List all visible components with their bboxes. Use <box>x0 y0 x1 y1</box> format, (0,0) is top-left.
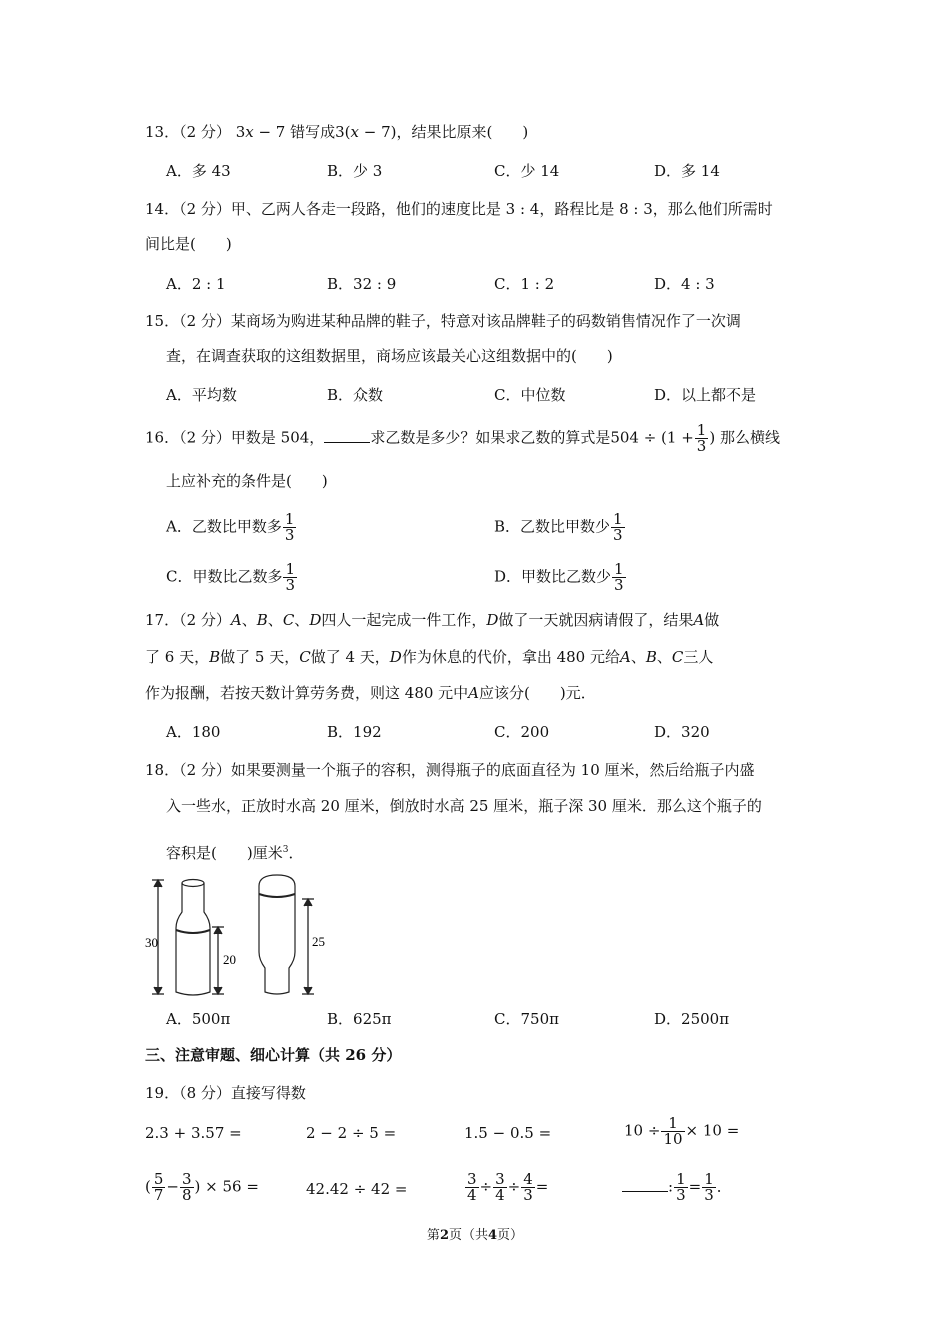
frac <box>521 1172 535 1203</box>
frac-den: 8 <box>181 1186 192 1204</box>
q17-var-a: A <box>620 648 631 666</box>
expr-part: ÷ <box>479 1177 493 1196</box>
q17-option-d: D．320 <box>654 723 710 741</box>
q16-option-a-text: A．乙数比甲数多 <box>166 517 282 536</box>
q17-var-a: A <box>693 611 705 629</box>
q16-option-c-text: C．甲数比乙数多 <box>166 567 283 586</box>
q17-var-d: D <box>486 611 499 629</box>
q15-stem-line2: 查，在调查获取的这组数据里，商场应该最关心这组数据中的( ) <box>166 347 613 365</box>
frac-num: 4 <box>523 1170 533 1188</box>
q17-option-a: A．180 <box>166 723 221 741</box>
q17-text: 做了 5 天， <box>220 648 300 666</box>
q18-text-3: 容积是( )厘米 <box>166 844 283 862</box>
expr-part: 10 ÷ <box>624 1121 661 1140</box>
label-30: 30 <box>145 935 158 950</box>
q19-expr-6: 42.42 ÷ 42 = <box>306 1180 408 1198</box>
q16-option-c-frac <box>283 562 297 593</box>
q14-option-c: C．1 : 2 <box>494 275 555 293</box>
q18-text-end: ． <box>288 844 304 862</box>
frac-den: 4 <box>495 1186 505 1204</box>
q18-option-c: C．750π <box>494 1010 559 1028</box>
expr-part: × 10 = <box>685 1121 740 1140</box>
q17-var-a: A <box>230 611 242 629</box>
q13-score: （2 分） <box>179 123 231 141</box>
q17-var-b: B <box>645 648 657 666</box>
q16-blank-line <box>324 428 370 443</box>
footer-text: 页（共 <box>448 1228 488 1243</box>
q17-var-d: D <box>309 611 322 629</box>
q17-stem-line3 <box>145 682 596 704</box>
q19-blank-line <box>622 1177 668 1192</box>
q19-expr-5 <box>145 1172 259 1203</box>
q17-sep: 、 <box>241 611 257 629</box>
frac-num: 5 <box>153 1170 164 1188</box>
q16-number: 16． <box>145 428 180 447</box>
frac-den: 3 <box>284 526 295 544</box>
q13-option-c: C．少 14 <box>494 162 560 180</box>
q16-option-d-text: D．甲数比乙数少 <box>494 567 612 586</box>
q13-number: 13． <box>145 123 180 141</box>
q18-text-1: 如果要测量一个瓶子的容积，测得瓶子的底面直径为 10 厘米，然后给瓶子内盛 <box>230 761 755 779</box>
q13-option-d: D．多 14 <box>654 162 720 180</box>
q18-option-a: A．500π <box>166 1010 231 1028</box>
q17-score: （2 分） <box>179 611 231 629</box>
q16-option-c <box>166 562 298 593</box>
q13-expr-b: − 7 错写成3( <box>253 123 351 141</box>
q19-expr-4 <box>624 1116 739 1147</box>
upright-bottle <box>176 880 210 996</box>
frac-num: 1 <box>696 421 707 439</box>
expr-part: = <box>688 1177 702 1196</box>
frac-num: 1 <box>613 510 623 528</box>
q15-option-d: D．以上都不是 <box>654 386 757 404</box>
q17-number: 17． <box>145 611 180 629</box>
frac-num: 3 <box>181 1170 192 1188</box>
expr-part: ． <box>716 1177 732 1196</box>
q17-var-c: C <box>299 648 311 666</box>
frac <box>465 1172 479 1203</box>
expr-part: ( <box>145 1177 151 1196</box>
q13-stem <box>145 121 528 143</box>
q16-text-1a: 甲数是 504， <box>230 428 325 447</box>
q19-number: 19． <box>145 1084 180 1102</box>
q17-text: 做 <box>704 611 720 629</box>
q19-score: （8 分） <box>179 1084 231 1102</box>
q17-option-b: B．192 <box>327 723 382 741</box>
q17-stem-line1 <box>145 609 719 631</box>
q17-stem-line2 <box>145 646 713 668</box>
q17-sep: 、 <box>630 648 646 666</box>
page-footer <box>0 1225 950 1247</box>
q17-text: 三人 <box>683 648 714 666</box>
q14-option-a: A．2 : 1 <box>166 275 226 293</box>
q17-sep: 、 <box>267 611 283 629</box>
inverted-bottle <box>259 875 295 994</box>
expr-part: − <box>166 1177 179 1196</box>
q13-expr-c: − 7)，结果比原来( ) <box>358 123 529 141</box>
q16-text-1c: ) 那么横线 <box>709 428 780 447</box>
q16-option-a-frac <box>283 512 297 543</box>
q14-option-b: B．32 : 9 <box>327 275 397 293</box>
frac-den: 10 <box>663 1130 683 1148</box>
q16-option-d <box>494 562 627 593</box>
q17-text: 应该分( )元． <box>479 684 596 702</box>
q16-option-b-text: B．乙数比甲数少 <box>494 517 611 536</box>
frac <box>493 1172 507 1203</box>
frac-den: 3 <box>696 437 707 455</box>
q14-stem-line2: 间比是( ) <box>145 235 232 253</box>
q19-text: 直接写得数 <box>230 1084 306 1102</box>
q15-text-1: 某商场为购进某种品牌的鞋子，特意对该品牌鞋子的码数销售情况作了一次调 <box>230 312 741 330</box>
frac-den: 3 <box>285 576 296 594</box>
q19-stem <box>145 1082 306 1104</box>
expr-part: = <box>535 1177 549 1196</box>
q13-var-x: x <box>245 123 254 141</box>
q16-option-a <box>166 512 297 543</box>
frac-den: 3 <box>704 1186 714 1204</box>
q19-expr-1: 2.3 + 3.57 = <box>145 1124 242 1142</box>
q17-sep: 、 <box>294 611 310 629</box>
q18-stem-line3 <box>166 839 303 864</box>
q17-text: 做了 4 天， <box>310 648 390 666</box>
q14-stem-line1 <box>145 198 773 220</box>
q18-stem-line1 <box>145 759 755 781</box>
q18-option-d: D．2500π <box>654 1010 730 1028</box>
q18-option-b: B．625π <box>327 1010 392 1028</box>
q16-option-d-frac <box>612 562 626 593</box>
label-20: 20 <box>223 952 236 967</box>
q17-text: 作为休息的代价，拿出 480 元给 <box>401 648 620 666</box>
q16-fraction <box>695 423 709 454</box>
frac <box>702 1172 716 1203</box>
footer-page-number: 2 <box>439 1228 449 1243</box>
frac-num: 3 <box>495 1170 505 1188</box>
q15-option-b: B．众数 <box>327 386 384 404</box>
frac <box>180 1172 194 1203</box>
footer-total-pages: 4 <box>488 1228 498 1243</box>
frac-den: 3 <box>613 526 623 544</box>
q16-text-1b: 求乙数是多少？如果求乙数的算式是504 ÷ (1 + <box>370 428 694 447</box>
q16-option-b <box>494 512 626 543</box>
q17-var-c: C <box>282 611 295 629</box>
q17-text: 做了一天就因病请假了，结果 <box>498 611 694 629</box>
q13-option-a: A．多 43 <box>166 162 231 180</box>
q17-text: 四人一起完成一件工作， <box>321 611 487 629</box>
q18-superscript: 3 <box>282 845 289 855</box>
q16-option-b-frac <box>611 512 625 543</box>
expr-part: : <box>668 1177 674 1196</box>
q13-var-x2: x <box>350 123 359 141</box>
q13-expr-a: 3 <box>235 123 246 141</box>
frac-num: 1 <box>284 510 295 528</box>
q15-stem-line1 <box>145 310 741 332</box>
q16-stem-line1 <box>145 423 780 454</box>
frac-den: 3 <box>523 1186 533 1204</box>
frac-num: 3 <box>467 1170 477 1188</box>
q18-stem-line2: 入一些水，正放时水高 20 厘米，倒放时水高 25 厘米，瓶子深 30 厘米．那么这个瓶子的 <box>166 797 762 815</box>
q18-number: 18． <box>145 761 180 779</box>
frac <box>152 1172 166 1203</box>
q17-text: 作为报酬，若按天数计算劳务费，则这 480 元中 <box>145 684 469 702</box>
frac-num: 1 <box>661 1116 684 1132</box>
footer-text: 页） <box>497 1228 524 1243</box>
q17-var-d: D <box>389 648 402 666</box>
q17-text: 了 6 天， <box>145 648 210 666</box>
frac-num: 1 <box>704 1170 714 1188</box>
q15-option-c: C．中位数 <box>494 386 566 404</box>
frac <box>661 1116 684 1147</box>
frac <box>674 1172 688 1203</box>
q14-score: （2 分） <box>179 200 231 218</box>
frac-den: 4 <box>467 1186 477 1204</box>
bottle-figure <box>142 872 342 1002</box>
q15-score: （2 分） <box>179 312 231 330</box>
q14-number: 14． <box>145 200 180 218</box>
section-3-title: 三、注意审题、细心计算（共 26 分） <box>145 1046 402 1064</box>
footer-text: 第 <box>426 1228 440 1243</box>
frac-num: 1 <box>614 560 624 578</box>
q17-var-b: B <box>256 611 268 629</box>
q17-sep: 、 <box>656 648 672 666</box>
q19-expr-3: 1.5 − 0.5 = <box>464 1124 552 1142</box>
q13-option-b: B．少 3 <box>327 162 383 180</box>
q17-option-c: C．200 <box>494 723 550 741</box>
q15-option-a: A．平均数 <box>166 386 237 404</box>
q19-expr-7 <box>464 1172 548 1203</box>
q17-var-b: B <box>209 648 221 666</box>
expr-part: ) × 56 = <box>194 1177 259 1196</box>
q16-stem-line2: 上应补充的条件是( ) <box>166 472 328 490</box>
q17-var-c: C <box>671 648 684 666</box>
q15-number: 15． <box>145 312 180 330</box>
q16-score: （2 分） <box>179 428 231 447</box>
q14-option-d: D．4 : 3 <box>654 275 715 293</box>
q14-text-1: 甲、乙两人各走一段路，他们的速度比是 3 : 4，路程比是 8 : 3，那么他们所需时 <box>230 200 773 218</box>
q19-expr-2: 2 − 2 ÷ 5 = <box>306 1124 397 1142</box>
frac-num: 1 <box>285 560 296 578</box>
frac-den: 7 <box>153 1186 164 1204</box>
q17-var-a: A <box>468 684 480 702</box>
label-25: 25 <box>312 934 325 949</box>
frac-den: 3 <box>676 1186 686 1204</box>
q18-score: （2 分） <box>179 761 231 779</box>
expr-part: ÷ <box>507 1177 521 1196</box>
frac-den: 3 <box>614 576 624 594</box>
frac-num: 1 <box>676 1170 686 1188</box>
q19-expr-8 <box>622 1172 732 1203</box>
